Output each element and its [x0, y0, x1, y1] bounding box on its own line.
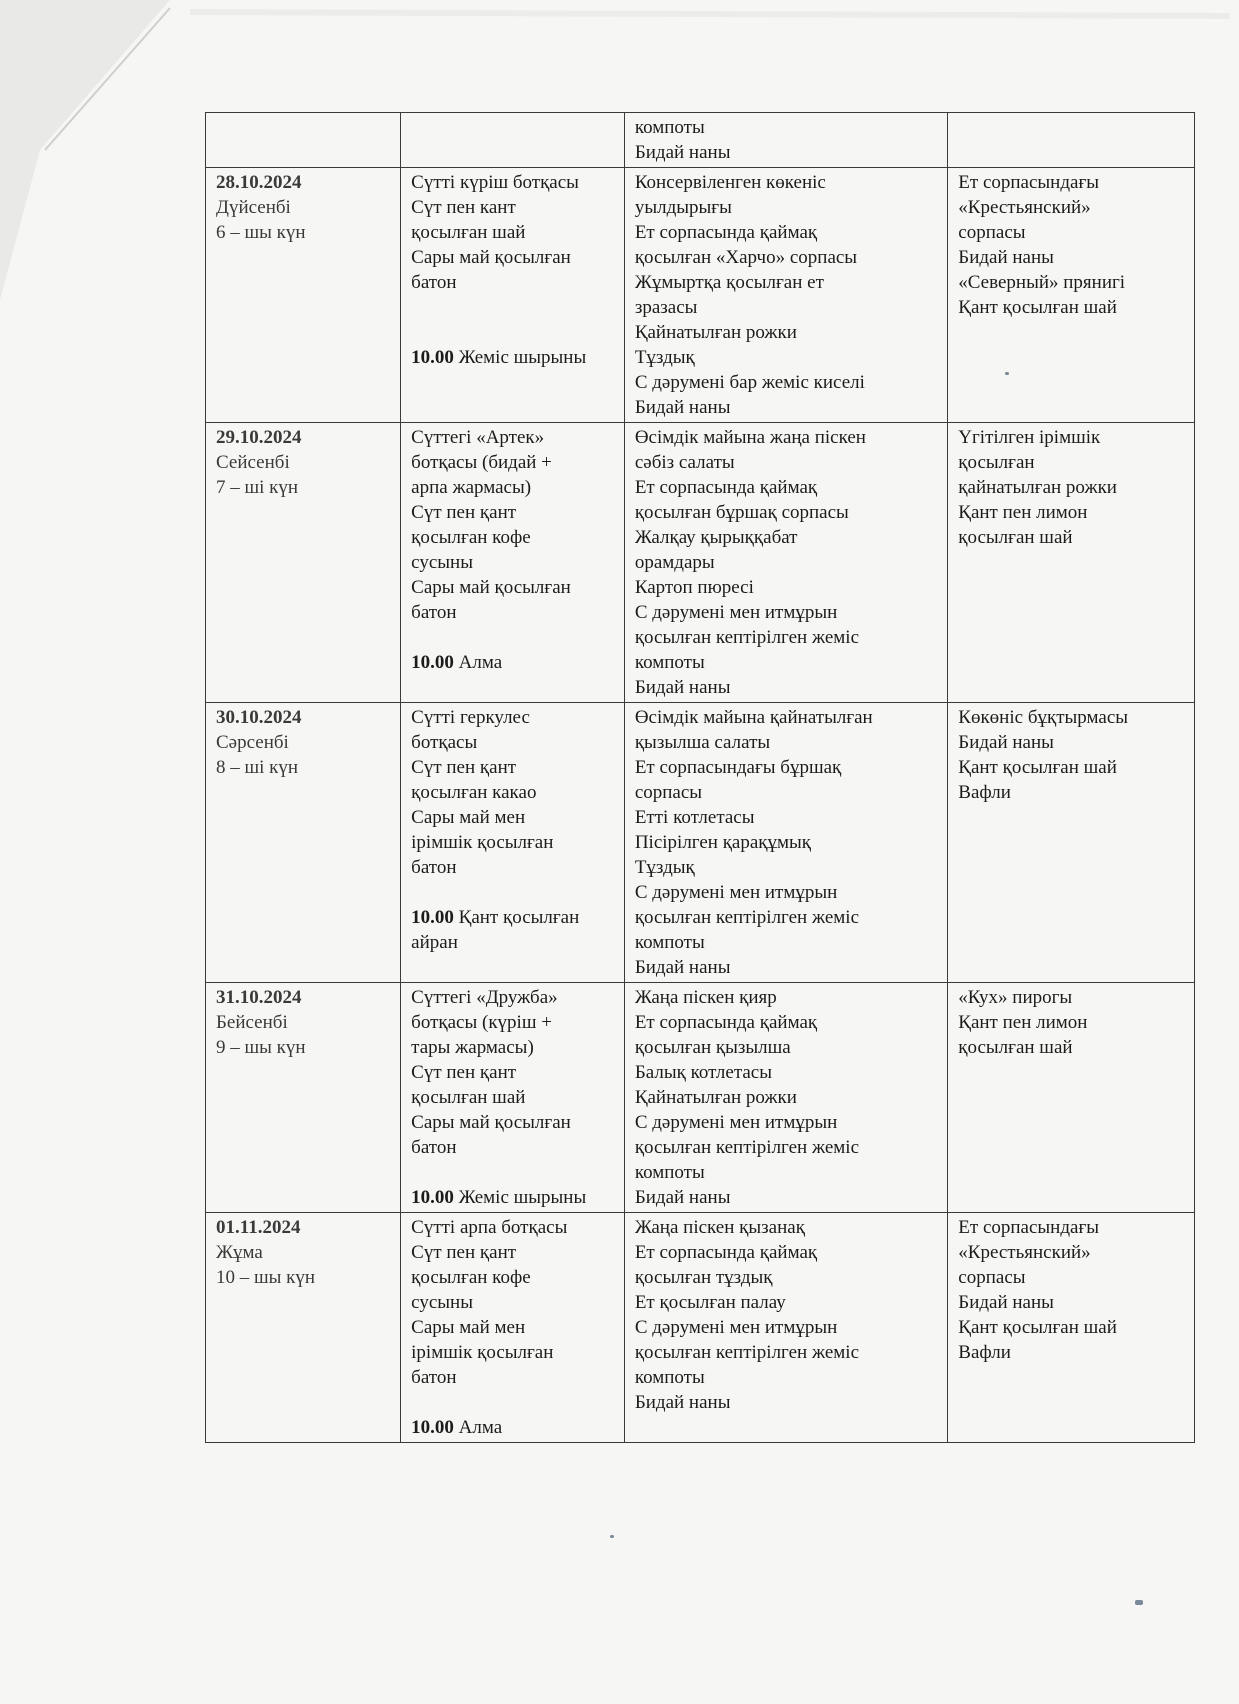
lunch-item: уылдырығы	[634, 197, 732, 218]
lunch-item: Етті котлетасы	[634, 807, 755, 828]
lunch-item: Картоп пюресі	[634, 577, 754, 598]
day-cell	[206, 1213, 401, 1443]
lunch-item: Ет сорпасында қаймақ	[634, 477, 818, 498]
lunch-item: Жаңа піскен қияр	[634, 987, 777, 1008]
breakfast-item: қосылған какао	[411, 782, 537, 803]
snack-line	[411, 650, 616, 675]
snack-item: Алма	[458, 652, 503, 673]
menu-table	[205, 112, 1195, 1443]
breakfast-item: батон	[411, 857, 457, 878]
supper-item: Бидай наны	[958, 1292, 1054, 1313]
breakfast-cell	[401, 113, 625, 168]
lunch-cell	[624, 983, 947, 1213]
snack-time: 10.00	[411, 347, 454, 368]
supper-item: қосылған	[958, 452, 1035, 473]
snack-item: Жеміс шырыны	[458, 347, 587, 368]
lunch-item: Ет қосылған палау	[634, 1292, 786, 1313]
supper-item: Қант қосылған шай	[958, 757, 1117, 778]
day-number: 9 – шы күн	[216, 1037, 306, 1058]
day-cell	[206, 423, 401, 703]
day-cell	[206, 113, 401, 168]
supper-item: Көкөніс бұқтырмасы	[958, 707, 1129, 728]
lunch-item: қосылған «Харчо» сорпасы	[634, 247, 858, 268]
lunch-item: Пісірілген қарақұмық	[634, 832, 812, 853]
supper-item: «Крестьянский»	[958, 1242, 1091, 1263]
lunch-item: Бидай наны	[634, 142, 731, 163]
day-number: 10 – шы күн	[216, 1267, 316, 1288]
lunch-item: Бидай наны	[634, 1392, 731, 1413]
snack-time: 10.00	[411, 1187, 454, 1208]
lunch-item: қосылған кептірілген жеміс	[634, 1137, 859, 1158]
lunch-item: Өсімдік майына жаңа піскен	[634, 427, 866, 448]
breakfast-item: Сары май қосылған	[411, 577, 571, 598]
breakfast-item: Сүт пен қант	[411, 757, 517, 778]
menu-row	[206, 703, 1195, 983]
spacer	[411, 625, 616, 650]
spacer	[411, 1160, 616, 1185]
lunch-item: Консервіленген көкеніс	[634, 172, 826, 193]
lunch-item: қосылған кептірілген жеміс	[634, 627, 859, 648]
day-cell	[206, 703, 401, 983]
snack-time: 10.00	[411, 1417, 454, 1438]
supper-cell	[948, 1213, 1195, 1443]
breakfast-item: ботқасы	[411, 732, 478, 753]
snack-line	[411, 1185, 616, 1210]
breakfast-item: ірімшік қосылған	[411, 832, 554, 853]
supper-item: «Кух» пирогы	[958, 987, 1073, 1008]
breakfast-item: Сүтті күріш ботқасы	[411, 172, 579, 193]
lunch-item: Өсімдік майына қайнатылған	[634, 707, 873, 728]
snack-time: 10.00	[411, 907, 454, 928]
lunch-item: компоты	[634, 932, 705, 953]
breakfast-item: қосылған кофе	[411, 527, 531, 548]
breakfast-cell	[401, 423, 625, 703]
breakfast-item: Сүтті геркулес	[411, 707, 530, 728]
spacer	[411, 1390, 616, 1415]
lunch-item: компоты	[634, 652, 705, 673]
breakfast-item: сусыны	[411, 1292, 473, 1313]
lunch-item: Ет сорпасында қаймақ	[634, 222, 818, 243]
supper-item: Вафли	[958, 1342, 1011, 1363]
breakfast-item: ботқасы (бидай +	[411, 452, 552, 473]
day-weekday: Дүйсенбі	[216, 197, 291, 218]
lunch-cell	[624, 1213, 947, 1443]
lunch-item: Ет сорпасында қаймақ	[634, 1242, 818, 1263]
supper-cell	[948, 113, 1195, 168]
breakfast-item: қосылған кофе	[411, 1267, 531, 1288]
supper-cell	[948, 983, 1195, 1213]
scan-speck	[610, 1535, 614, 1538]
breakfast-item: арпа жармасы)	[411, 477, 532, 498]
lunch-item: Бидай наны	[634, 1187, 731, 1208]
breakfast-cell	[401, 703, 625, 983]
lunch-item: С дәрумені бар жеміс киселі	[634, 372, 865, 393]
breakfast-item: Сүт пен қант	[411, 1062, 517, 1083]
breakfast-item: ірімшік қосылған	[411, 1342, 554, 1363]
day-date: 31.10.2024	[216, 987, 302, 1008]
lunch-item: Тұздық	[634, 857, 695, 878]
lunch-item: Балық котлетасы	[634, 1062, 772, 1083]
supper-item: Қант пен лимон	[958, 1012, 1088, 1033]
supper-item: Бидай наны	[958, 732, 1054, 753]
snack-line	[411, 905, 616, 955]
menu-row	[206, 113, 1195, 168]
scan-speck	[1005, 372, 1009, 375]
lunch-item: С дәрумені мен итмұрын	[634, 1112, 838, 1133]
day-number: 7 – ші күн	[216, 477, 299, 498]
supper-item: Үгітілген ірімшік	[958, 427, 1101, 448]
lunch-item: қосылған бұршақ сорпасы	[634, 502, 849, 523]
lunch-cell	[624, 703, 947, 983]
lunch-item: Жаңа піскен қызанақ	[634, 1217, 805, 1238]
day-date: 30.10.2024	[216, 707, 302, 728]
lunch-item: Ет сорпасындағы бұршақ	[634, 757, 842, 778]
lunch-item: қосылған кептірілген жеміс	[634, 1342, 859, 1363]
breakfast-cell	[401, 983, 625, 1213]
lunch-item: Бидай наны	[634, 677, 731, 698]
breakfast-item: Сүт пен қант	[411, 502, 517, 523]
lunch-item: сорпасы	[634, 782, 703, 803]
lunch-item: сәбіз салаты	[634, 452, 735, 473]
supper-cell	[948, 168, 1195, 423]
day-cell	[206, 168, 401, 423]
day-weekday: Сейсенбі	[216, 452, 290, 473]
day-date: 29.10.2024	[216, 427, 302, 448]
lunch-item: компоты	[634, 1162, 705, 1183]
day-cell	[206, 983, 401, 1213]
breakfast-item: Сүт пен қант	[411, 1242, 517, 1263]
lunch-cell	[624, 423, 947, 703]
lunch-item: қызылша салаты	[634, 732, 771, 753]
supper-item: Ет сорпасындағы	[958, 172, 1099, 193]
menu-table-body	[206, 113, 1195, 1443]
breakfast-item: Сүтті арпа ботқасы	[411, 1217, 568, 1238]
supper-item: Қант пен лимон	[958, 502, 1088, 523]
spacer	[411, 295, 616, 345]
menu-row	[206, 423, 1195, 703]
breakfast-item: Сары май мен	[411, 1317, 526, 1338]
lunch-item: С дәрумені мен итмұрын	[634, 882, 838, 903]
snack-item: Қант қосылған айран	[411, 907, 580, 953]
lunch-item: Жалқау қырыққабат	[634, 527, 798, 548]
supper-item: қосылған шай	[958, 527, 1073, 548]
lunch-item: қосылған кептірілген жеміс	[634, 907, 859, 928]
snack-item: Алма	[458, 1417, 503, 1438]
day-date: 28.10.2024	[216, 172, 302, 193]
breakfast-item: Сары май мен	[411, 807, 526, 828]
snack-time: 10.00	[411, 652, 454, 673]
day-number: 8 – ші күн	[216, 757, 299, 778]
breakfast-item: сусыны	[411, 552, 473, 573]
breakfast-item: батон	[411, 272, 457, 293]
supper-item: Ет сорпасындағы	[958, 1217, 1099, 1238]
supper-cell	[948, 703, 1195, 983]
lunch-item: С дәрумені мен итмұрын	[634, 602, 838, 623]
lunch-cell	[624, 113, 947, 168]
snack-item: Жеміс шырыны	[458, 1187, 587, 1208]
breakfast-item: Сары май қосылған	[411, 247, 571, 268]
lunch-item: Тұздық	[634, 347, 695, 368]
lunch-item: компоты	[634, 1367, 705, 1388]
breakfast-item: тары жармасы)	[411, 1037, 534, 1058]
lunch-item: зразасы	[634, 297, 698, 318]
breakfast-item: Сүттегі «Артек»	[411, 427, 545, 448]
day-weekday: Бейсенбі	[216, 1012, 288, 1033]
supper-item: Қант қосылған шай	[958, 297, 1117, 318]
breakfast-item: Сүт пен кант	[411, 197, 516, 218]
supper-item: Вафли	[958, 782, 1011, 803]
snack-line	[411, 1415, 616, 1440]
day-number: 6 – шы күн	[216, 222, 306, 243]
lunch-item: С дәрумені мен итмұрын	[634, 1317, 838, 1338]
supper-item: «Крестьянский»	[958, 197, 1091, 218]
breakfast-item: батон	[411, 602, 457, 623]
day-weekday: Жұма	[216, 1242, 263, 1263]
supper-cell	[948, 423, 1195, 703]
day-weekday: Сәрсенбі	[216, 732, 289, 753]
supper-item: қосылған шай	[958, 1037, 1073, 1058]
menu-row	[206, 168, 1195, 423]
lunch-item: қосылған тұздық	[634, 1267, 773, 1288]
breakfast-item: қосылған шай	[411, 1087, 526, 1108]
day-date: 01.11.2024	[216, 1217, 301, 1238]
lunch-item: Жұмыртқа қосылған ет	[634, 272, 824, 293]
lunch-item: Бидай наны	[634, 957, 731, 978]
lunch-item: компоты	[634, 117, 705, 138]
menu-row	[206, 1213, 1195, 1443]
supper-item: Бидай наны	[958, 247, 1054, 268]
breakfast-item: Сүттегі «Дружба»	[411, 987, 558, 1008]
lunch-cell	[624, 168, 947, 423]
lunch-item: орамдары	[634, 552, 715, 573]
breakfast-item: ботқасы (күріш +	[411, 1012, 552, 1033]
supper-item: сорпасы	[958, 222, 1026, 243]
lunch-item: қосылған қызылша	[634, 1037, 791, 1058]
breakfast-cell	[401, 168, 625, 423]
supper-item: Қант қосылған шай	[958, 1317, 1117, 1338]
breakfast-cell	[401, 1213, 625, 1443]
menu-row	[206, 983, 1195, 1213]
breakfast-item: Сары май қосылған	[411, 1112, 571, 1133]
lunch-item: Ет сорпасында қаймақ	[634, 1012, 818, 1033]
supper-item: қайнатылған рожки	[958, 477, 1117, 498]
scan-speck	[1135, 1600, 1143, 1605]
lunch-item: Қайнатылған рожки	[634, 322, 797, 343]
lunch-item: Бидай наны	[634, 397, 731, 418]
supper-item: сорпасы	[958, 1267, 1026, 1288]
breakfast-item: батон	[411, 1367, 457, 1388]
lunch-item: Қайнатылған рожки	[634, 1087, 797, 1108]
spacer	[411, 880, 616, 905]
supper-item: «Северный» прянигі	[958, 272, 1126, 293]
breakfast-item: батон	[411, 1137, 457, 1158]
breakfast-item: қосылған шай	[411, 222, 526, 243]
snack-line	[411, 345, 616, 370]
